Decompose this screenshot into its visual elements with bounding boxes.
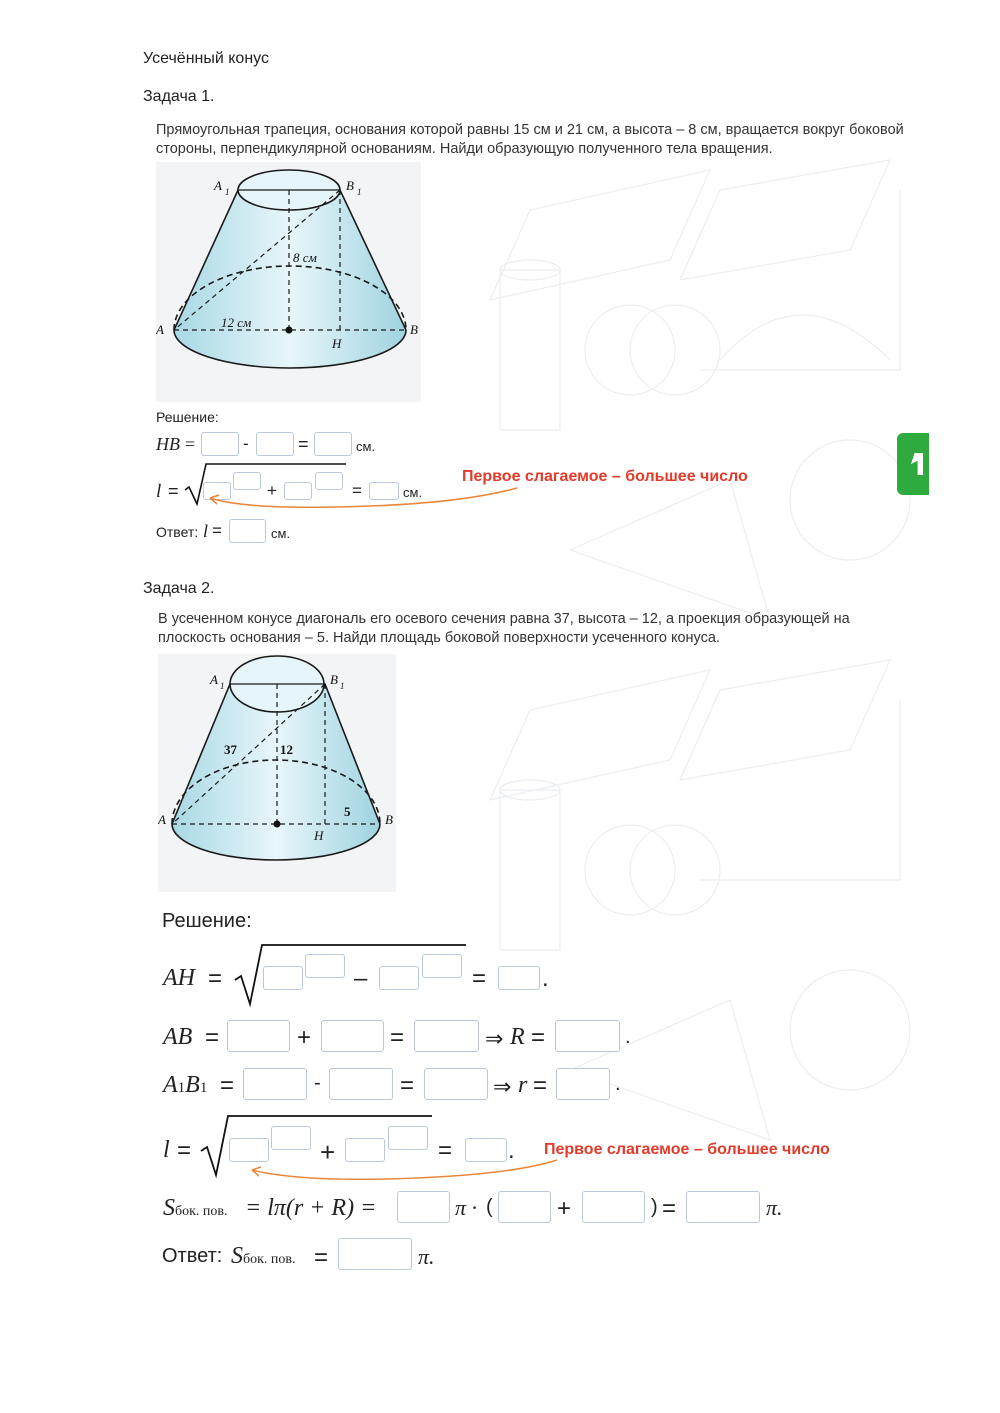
- task2-r-input[interactable]: [556, 1068, 610, 1100]
- task2-hint-arrow: [247, 1158, 567, 1188]
- task1-hb-input-2[interactable]: [256, 432, 294, 456]
- task2-r-dot: .: [615, 1073, 621, 1095]
- task2-plus-ab: +: [297, 1024, 312, 1051]
- task1-eq-1: =: [185, 434, 196, 454]
- task2-answer-label: Ответ:: [162, 1245, 223, 1267]
- task1-condition-line2: стороны, перпендикулярной основаниям. Найди образующую полученного тела вращения.: [156, 141, 773, 157]
- task2-heading: Задача 2.: [143, 580, 215, 597]
- task2-R-dot: .: [625, 1026, 631, 1048]
- task2-l-exp-2[interactable]: [388, 1126, 428, 1150]
- task2-eq-R: =: [531, 1024, 546, 1051]
- label-a1-sub: 1: [220, 681, 225, 691]
- task1-eq-3: =: [168, 481, 179, 501]
- label-projection: 5: [344, 804, 351, 819]
- task2-eq-ah: =: [208, 965, 223, 992]
- task2-ab-input-1[interactable]: [227, 1020, 290, 1052]
- task2-solution-label: Решение:: [162, 910, 252, 932]
- task1-frustum-figure: [156, 162, 421, 402]
- task2-condition-line2: плоскость основания – 5. Найди площадь боковой поверхности усеченного конуса.: [158, 630, 720, 646]
- task2-paren-open: (: [486, 1196, 493, 1218]
- task2-implies-a1b1: ⇒: [493, 1074, 512, 1099]
- task1-answer-input[interactable]: [229, 519, 266, 543]
- task2-condition-line1: В усеченном конусе диагональ его осевого сечения равна 37, высота – 12, а проекция образующей на: [158, 611, 850, 627]
- task1-hint: Первое слагаемое – большее число: [462, 468, 748, 485]
- task1-answer-label: Ответ:: [156, 524, 199, 540]
- background-decoration: [470, 150, 930, 1300]
- task2-ah-input-2[interactable]: [379, 966, 419, 990]
- task2-ab-result[interactable]: [414, 1020, 479, 1052]
- task2-plus-s: +: [557, 1195, 572, 1222]
- label-b1: B: [346, 178, 354, 193]
- task2-implies-ab: ⇒: [485, 1026, 504, 1051]
- task2-ah-exp-1[interactable]: [305, 954, 345, 978]
- task2-a1b1-input-2[interactable]: [329, 1068, 393, 1100]
- label-radius: 12 см: [221, 315, 252, 330]
- task2-paren-close: ): [651, 1196, 658, 1218]
- task2-eq-ab: =: [205, 1024, 220, 1051]
- task1-plus-1: +: [267, 481, 277, 500]
- task2-R-label: R: [510, 1024, 525, 1050]
- task2-s-formula: = lπ(r + R) =: [245, 1195, 377, 1221]
- task1-hb-label: HB: [156, 434, 180, 454]
- label-a1-sub: 1: [225, 187, 230, 197]
- task2-answer-s: Sбок. пов.: [231, 1243, 296, 1269]
- task1-answer-unit: см.: [271, 526, 291, 541]
- task2-eq-r: =: [533, 1072, 548, 1099]
- task1-hb-input-1[interactable]: [201, 432, 239, 456]
- task2-R-input[interactable]: [555, 1020, 620, 1052]
- task1-l-label: l: [156, 481, 162, 502]
- task2-ah-dot: .: [542, 965, 549, 992]
- task2-l-exp-1[interactable]: [271, 1126, 311, 1150]
- task1-minus-1: -: [243, 434, 249, 453]
- task2-l-label: l: [163, 1137, 170, 1163]
- arrow-icon: [911, 453, 923, 475]
- task2-plus-l: +: [320, 1137, 336, 1167]
- task1-answer-eq: =: [212, 521, 222, 540]
- task2-l-dot: .: [508, 1137, 515, 1164]
- label-diagonal: 37: [224, 742, 237, 757]
- task2-s-pi: π.: [766, 1195, 783, 1220]
- task2-answer-eq: =: [314, 1244, 329, 1271]
- label-height: 8 см: [293, 250, 317, 265]
- task2-a1b1-label: A1B1: [163, 1072, 208, 1098]
- task2-eq-a1b1-2: =: [400, 1072, 415, 1099]
- label-a: A: [156, 322, 164, 337]
- task2-r-label: r: [518, 1072, 528, 1098]
- task2-eq-a1b1: =: [220, 1072, 235, 1099]
- task2-eq-s: =: [662, 1195, 677, 1222]
- label-b1-sub: 1: [340, 681, 345, 691]
- label-a1: A: [210, 672, 218, 687]
- task1-unit-1: см.: [356, 439, 376, 454]
- task1-eq-2: =: [298, 434, 309, 454]
- label-b: B: [410, 322, 418, 337]
- task2-minus-ah: –: [354, 965, 368, 992]
- task2-ah-label: AH: [163, 965, 195, 991]
- task2-s-input-3[interactable]: [582, 1191, 645, 1223]
- task2-ah-exp-2[interactable]: [422, 954, 462, 978]
- task2-answer-pi: π.: [418, 1244, 435, 1269]
- task2-s-label: Sбок. пов.: [163, 1195, 228, 1221]
- task2-s-input-1[interactable]: [397, 1191, 450, 1223]
- task2-answer-input[interactable]: [338, 1238, 412, 1270]
- task1-hb-input-3[interactable]: [314, 432, 352, 456]
- page-title: Усечённый конус: [143, 50, 269, 67]
- task1-unit-2: см.: [403, 485, 423, 500]
- side-tab-button[interactable]: [897, 433, 929, 495]
- task2-eq-l-2: =: [438, 1137, 453, 1164]
- label-a1: A: [214, 178, 222, 193]
- task2-hint: Первое слагаемое – большее число: [544, 1141, 830, 1158]
- task2-eq-ab-2: =: [390, 1024, 405, 1051]
- task2-ab-input-2[interactable]: [321, 1020, 384, 1052]
- task1-condition-line1: Прямоугольная трапеция, основания которой равны 15 см и 21 см, а высота – 8 см, вращается вокруг боковой: [156, 122, 904, 138]
- task2-ah-result[interactable]: [498, 966, 540, 990]
- task1-hint-arrow: [205, 485, 525, 515]
- task2-a1b1-result[interactable]: [424, 1068, 488, 1100]
- label-h: H: [314, 828, 324, 843]
- task2-ab-label: AB: [163, 1024, 193, 1050]
- task2-eq-l: =: [177, 1137, 192, 1164]
- task2-pi-dot: π ·: [455, 1195, 478, 1220]
- label-a: A: [158, 812, 166, 827]
- label-height: 12: [280, 742, 293, 757]
- task1-solution-label: Решение:: [156, 409, 219, 425]
- task2-ah-input-1[interactable]: [263, 966, 303, 990]
- task1-eq-4: =: [352, 481, 362, 500]
- task2-frustum-figure: [158, 654, 396, 892]
- label-b1: B: [330, 672, 338, 687]
- task2-a1b1-input-1[interactable]: [243, 1068, 307, 1100]
- task1-answer-l: l: [203, 521, 209, 541]
- task1-heading: Задача 1.: [143, 88, 215, 105]
- label-b1-sub: 1: [357, 187, 362, 197]
- task2-s-result[interactable]: [686, 1191, 760, 1223]
- label-h: H: [332, 336, 342, 351]
- task2-minus-a1b1: -: [314, 1072, 321, 1094]
- task2-s-input-2[interactable]: [498, 1191, 551, 1223]
- task2-eq-ah-2: =: [472, 965, 487, 992]
- label-b: B: [385, 812, 393, 827]
